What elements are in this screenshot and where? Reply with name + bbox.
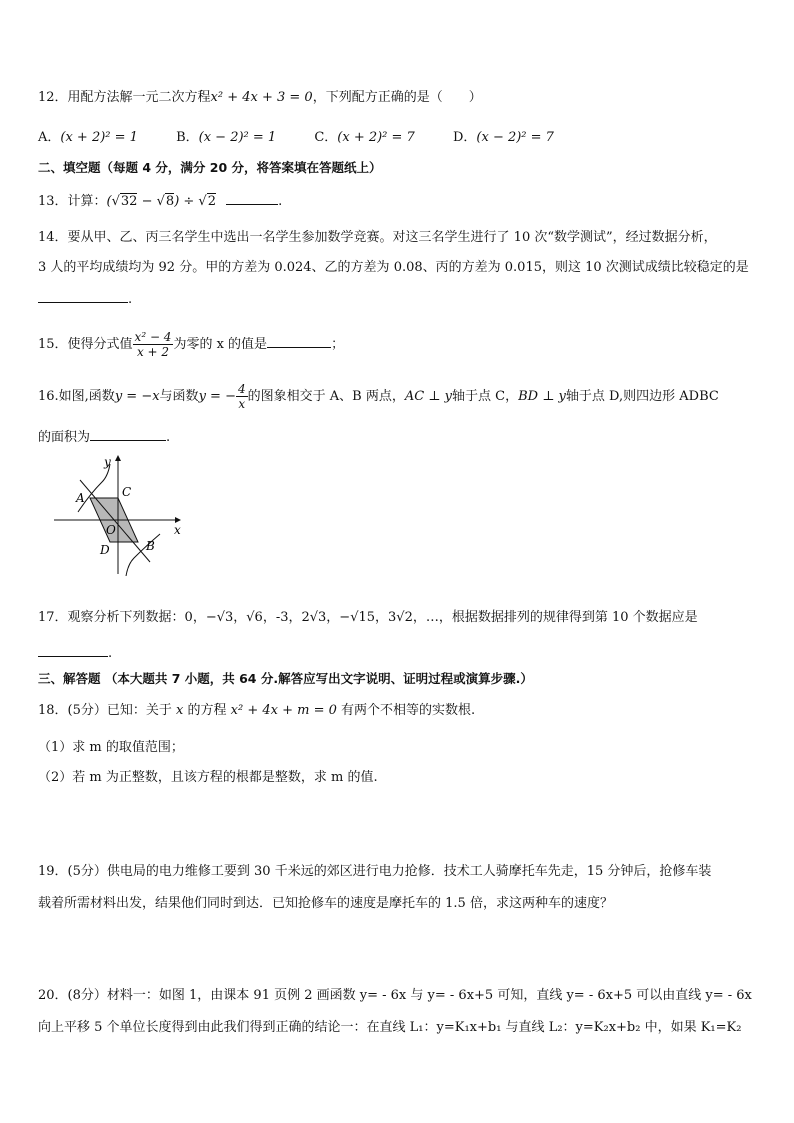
q12-stem-before: 12．用配方法解一元二次方程 bbox=[38, 90, 211, 105]
option-b: B．(x − 2)² = 1 bbox=[176, 130, 277, 145]
label-o: O bbox=[106, 523, 116, 537]
question-13: 13．计算：(√32 − √8) ÷ √2 . bbox=[38, 190, 282, 212]
question-15: 15．使得分式值 $\frac{\text{x² − 4}}{x + 2}$ 为零的 x 的值是 ； bbox=[38, 330, 345, 359]
question-17-line-1: 17．观察分析下列数据：0，−√3，√6，-3，2√3，−√15，3√2，…，根据数据排列的规律得到第 10 个数据应是 bbox=[38, 610, 698, 625]
label-x: x bbox=[174, 523, 181, 537]
q16-answer-blank[interactable] bbox=[90, 426, 166, 441]
q12-stem-after: ，下列配方正确的是（ ） bbox=[312, 90, 482, 105]
label-b: B bbox=[146, 539, 155, 553]
line-y-neg-x bbox=[80, 480, 150, 562]
question-14-line-1: 14．要从甲、乙、丙三名学生中选出一名学生参加数学竞赛。对这三名学生进行了 10 次“数学测试”，经过数据分析， bbox=[38, 230, 717, 245]
question-19-line-1: 19．(5分）供电局的电力维修工要到 30 千米远的郊区进行电力抢修．技术工人骑摩托车先走，15 分钟后，抢修车装 bbox=[38, 864, 712, 879]
option-c: C．(x + 2)² = 7 bbox=[314, 130, 415, 145]
q16-fraction: $\frac{4}{x}$ bbox=[237, 382, 246, 411]
q15-fraction: $\frac{\text{x² − 4}}{x + 2}$ bbox=[134, 330, 172, 359]
question-20-line-2: 向上平移 5 个单位长度得到由此我们得到正确的结论一：在直线 L₁：y=K₁x+b₁ 与直线 L₂：y=K₂x+b₂ 中，如果 K₁=K₂ bbox=[38, 1020, 742, 1035]
question-19-line-2: 载着所需材料出发，结果他们同时到达．已知抢修车的速度是摩托车的 1.5 倍，求这两种车的速度？ bbox=[38, 896, 613, 911]
question-14-line-2: 3 人的平均成绩均为 92 分。甲的方差为 0.024、乙的方差为 0.08、丙的方差为 0.015，则这 10 次测试成绩比较稳定的是 bbox=[38, 260, 749, 275]
label-y: y bbox=[104, 455, 111, 469]
question-18-part-1: （1）求 m 的取值范围； bbox=[38, 740, 184, 755]
section-2-heading: 二、填空题（每题 4 分，满分 20 分，将答案填在答题纸上） bbox=[38, 160, 382, 175]
question-20-line-1: 20．(8分）材料一：如图 1，由课本 91 页例 2 画函数 y= - 6x 与 y= - 6x+5 可知，直线 y= - 6x+5 可以由直线 y= - 6x bbox=[38, 988, 752, 1003]
section-3-heading: 三、解答题 （本大题共 7 小题，共 64 分.解答应写出文字说明、证明过程或演算步骤.） bbox=[38, 671, 533, 686]
question-12-stem bbox=[38, 88, 482, 108]
label-d: D bbox=[100, 543, 110, 557]
question-12-options bbox=[38, 128, 588, 148]
q13-answer-blank[interactable] bbox=[226, 190, 278, 205]
q17-answer-blank[interactable] bbox=[38, 642, 108, 657]
option-d: D．(x − 2)² = 7 bbox=[452, 130, 554, 145]
q12-equation: x² + 4x + 3 = 0 bbox=[210, 90, 313, 105]
q14-answer-blank[interactable] bbox=[38, 288, 128, 303]
option-a: A．(x + 2)² = 1 bbox=[38, 130, 138, 145]
question-16-line-1: 16.如图,函数y = −x与函数y = − $\frac{4}{x}$ 的图象相交于 A、B 两点，AC ⊥ y轴于点 C，BD ⊥ y轴于点 D,则四边形 ADBC bbox=[38, 382, 719, 411]
label-c: C bbox=[122, 485, 132, 499]
question-14-line-3: . bbox=[38, 288, 132, 310]
question-17-line-2: . bbox=[38, 642, 112, 664]
question-18-stem: 18．(5分）已知：关于 x 的方程 x² + 4x + m = 0 有两个不相等的实数根. bbox=[38, 703, 476, 718]
q15-answer-blank[interactable] bbox=[267, 333, 331, 348]
q16-figure bbox=[50, 452, 190, 576]
question-18-part-2: （2）若 m 为正整数，且该方程的根都是整数，求 m 的值. bbox=[38, 770, 378, 785]
label-a: A bbox=[76, 491, 85, 505]
question-16-line-2: 的面积为 . bbox=[38, 426, 170, 448]
